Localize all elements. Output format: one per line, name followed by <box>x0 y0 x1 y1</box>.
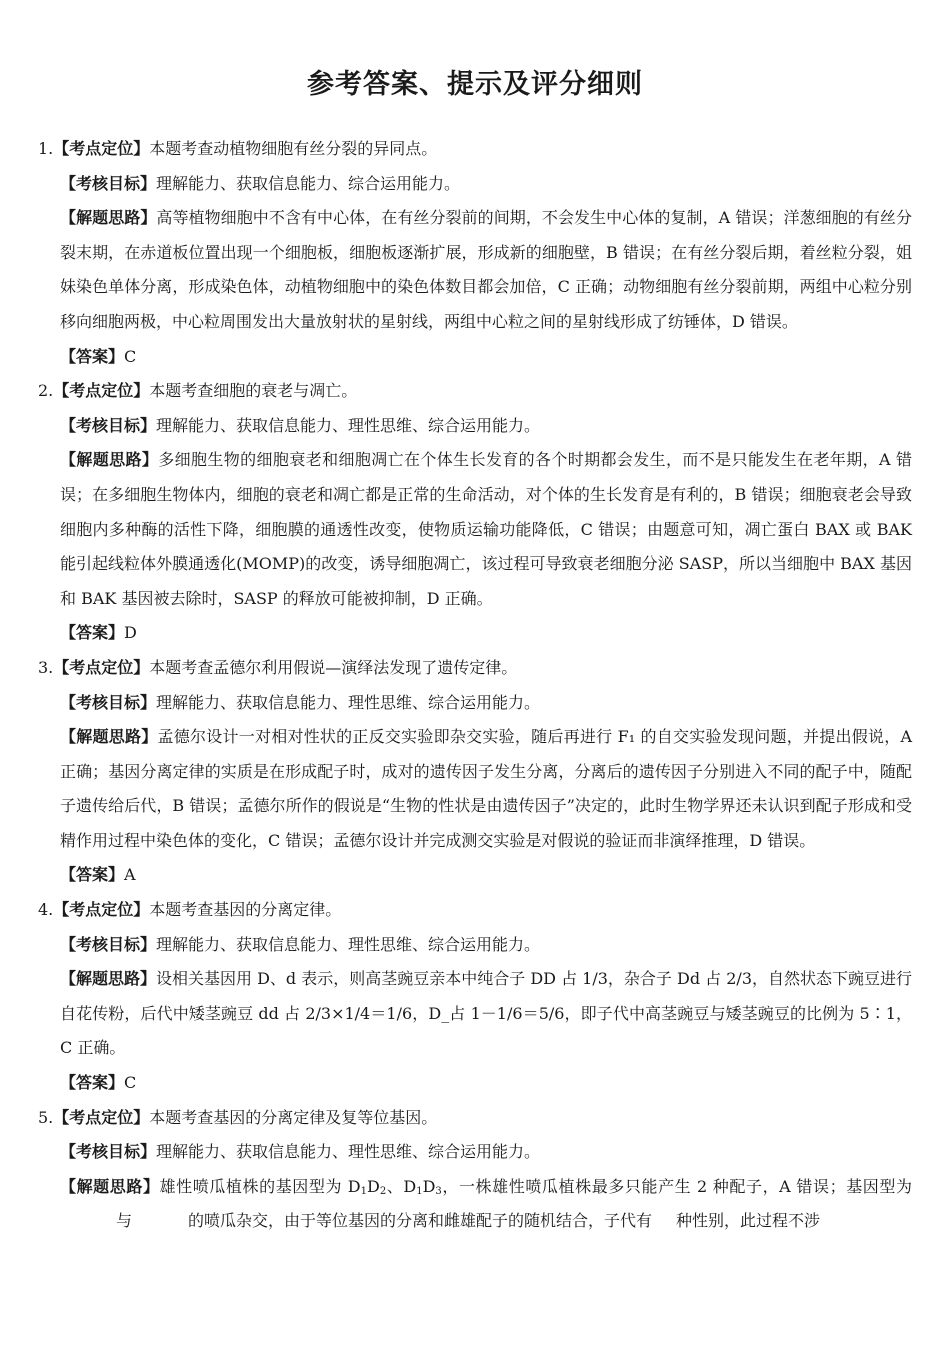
q1-kaodian <box>38 132 912 167</box>
q2-mubiao <box>38 409 912 444</box>
q5-sub-b: 2 <box>379 1185 387 1197</box>
q1-kaodian-text: 本题考查动植物细胞有丝分裂的异同点。 <box>149 139 438 158</box>
q3-silu <box>38 720 912 858</box>
q2-kaodian <box>38 374 912 409</box>
q4-mubiao-text: 理解能力、获取信息能力、理性思维、综合运用能力。 <box>156 934 541 954</box>
q3-silu-text: 孟德尔设计一对相对性状的正反交实验即杂交实验，随后再进行 F₁ 的自交实验发现问题，并提出假说，A 正确；基因分离定律的实质是在形成配子时，成对的遗传因子发生分离，分离后的遗传因子分别进入不同的配子中，随配子遗传给后代，B 错误；孟德尔所作的假说是“生物的性状是由遗传因子”决定的，此时生物学界还未认识到配子形成和受精作用过程中染色体的变化，C 错误；孟德尔设计并完成测交实验是对假说的验证而非演绎推理，D 错误。 <box>60 727 912 850</box>
question-number: 3. <box>38 657 54 677</box>
q4-daan <box>38 1066 912 1101</box>
page-title: 参考答案、提示及评分细则 <box>307 69 643 100</box>
q1-silu <box>38 201 912 339</box>
q5-kaodian-text: 本题考查基因的分离定律及复等位基因。 <box>149 1107 438 1127</box>
tag-silu: 【解题思路】 <box>60 727 158 747</box>
q4-mubiao <box>38 928 912 963</box>
question-number: 2. <box>38 381 54 401</box>
question-number: 4. <box>38 900 54 920</box>
tag-silu: 【解题思路】 <box>60 969 157 989</box>
q5-silu-part-b: D <box>366 1176 380 1196</box>
tag-silu: 【解题思路】 <box>60 1176 160 1196</box>
q5-silu-part-e: ，一株雄性喷瓜植株最多只能产生 2 种配子，A 错误；基因型为 <box>441 1176 912 1196</box>
tag-kaodian: 【考点定位】 <box>53 381 150 401</box>
q1-daan-text: C <box>124 346 137 366</box>
q3-daan-text: A <box>124 865 136 885</box>
tag-silu: 【解题思路】 <box>60 208 157 228</box>
tag-kaodian: 【考点定位】 <box>53 900 150 920</box>
q4-kaodian-text: 本题考查基因的分离定律。 <box>149 900 342 920</box>
q2-kaodian-text: 本题考查细胞的衰老与凋亡。 <box>149 381 358 401</box>
tag-mubiao: 【考核目标】 <box>60 692 157 712</box>
answer-content <box>38 132 912 1239</box>
q2-silu <box>38 443 912 616</box>
q3-mubiao-text: 理解能力、获取信息能力、理性思维、综合运用能力。 <box>156 692 541 712</box>
q5-silu <box>38 1170 912 1239</box>
q5-silu-part-d: D <box>422 1176 436 1196</box>
q3-mubiao <box>38 686 912 721</box>
tag-daan: 【答案】 <box>60 1073 125 1093</box>
tag-daan: 【答案】 <box>60 865 125 885</box>
q5-silu-part-a: 雄性喷瓜植株的基因型为 D <box>159 1176 361 1196</box>
tag-kaodian: 【考点定位】 <box>53 657 150 677</box>
tag-mubiao: 【考核目标】 <box>60 415 157 435</box>
tag-daan: 【答案】 <box>60 623 125 643</box>
tag-daan: 【答案】 <box>60 346 125 366</box>
q2-mubiao-text: 理解能力、获取信息能力、理性思维、综合运用能力。 <box>156 415 541 435</box>
q5-sub-a: 1 <box>360 1185 367 1197</box>
q2-daan-text: D <box>124 623 137 643</box>
tag-mubiao: 【考核目标】 <box>60 1142 157 1162</box>
q5-mubiao <box>38 1135 912 1170</box>
q4-silu <box>38 962 912 1066</box>
q5-silu-part-c: 、D <box>386 1176 417 1196</box>
q3-daan <box>38 858 912 893</box>
q1-mubiao <box>38 167 912 202</box>
tag-mubiao: 【考核目标】 <box>60 934 157 954</box>
q5-kaodian <box>38 1101 912 1136</box>
question-number: 1. <box>38 139 54 158</box>
tag-kaodian: 【考点定位】 <box>53 1107 150 1127</box>
q5-sub-c: 1 <box>416 1185 423 1197</box>
q4-kaodian <box>38 893 912 928</box>
q5-silu-part-f: 与 <box>116 1211 133 1231</box>
q5-sub-d: 3 <box>435 1185 442 1197</box>
q2-daan <box>38 616 912 651</box>
q1-daan <box>38 340 912 375</box>
q5-silu-part-h: 种性别，此过程不涉 <box>676 1211 821 1231</box>
q5-silu-part-g: 的喷瓜杂交，由于等位基因的分离和雌雄配子的随机结合，子代有 <box>188 1211 653 1231</box>
q4-silu-text: 设相关基因用 D、d 表示，则高茎豌豆亲本中纯合子 DD 占 1/3，杂合子 Dd 占 2/3，自然状态下豌豆进行自花传粉，后代中矮茎豌豆 dd 占 2/3×1/4＝1/6，D_占 1－1/6＝5/6，即子代中高茎豌豆与矮茎豌豆的比例为 5∶1，C 正确。 <box>60 969 913 1058</box>
q4-daan-text: C <box>124 1073 137 1093</box>
tag-silu: 【解题思路】 <box>60 450 159 470</box>
q3-kaodian <box>38 651 912 686</box>
q3-kaodian-text: 本题考查孟德尔利用假说—演绎法发现了遗传定律。 <box>149 657 518 677</box>
q2-silu-text: 多细胞生物的细胞衰老和细胞凋亡在个体生长发育的各个时期都会发生，而不是只能发生在老年期，A 错误；在多细胞生物体内，细胞的衰老和凋亡都是正常的生命活动，对个体的生长发育是有利的，B 错误；细胞衰老会导致细胞内多种酶的活性下降，细胞膜的通透性改变，使物质运输功能降低，C 错误；由题意可知，凋亡蛋白 BAX 或 BAK 能引起线粒体外膜通透化(MOMP)的改变，诱导细胞凋亡，该过程可导致衰老细胞分泌 SASP，所以当细胞中 BAX 基因和 BAK 基因被去除时，SASP 的释放可能被抑制，D 正确。 <box>60 450 912 608</box>
q1-silu-text: 高等植物细胞中不含有中心体，在有丝分裂前的间期，不会发生中心体的复制，A 错误；洋葱细胞的有丝分裂末期，在赤道板位置出现一个细胞板，细胞板逐渐扩展，形成新的细胞壁，B 错误；在有丝分裂后期，着丝粒分裂，姐妹染色单体分离，形成染色体，动植物细胞中的染色体数目都会加倍，C 正确；动物细胞有丝分裂前期，两组中心粒分别移向细胞两极，中心粒周围发出大量放射状的星射线，两组中心粒之间的星射线形成了纺锤体，D 错误。 <box>60 208 912 331</box>
q1-mubiao-text: 理解能力、获取信息能力、综合运用能力。 <box>156 173 461 193</box>
q5-mubiao-text: 理解能力、获取信息能力、理性思维、综合运用能力。 <box>156 1142 541 1162</box>
question-number: 5. <box>38 1107 54 1127</box>
tag-kaodian: 【考点定位】 <box>53 139 150 158</box>
tag-mubiao: 【考核目标】 <box>60 173 157 193</box>
